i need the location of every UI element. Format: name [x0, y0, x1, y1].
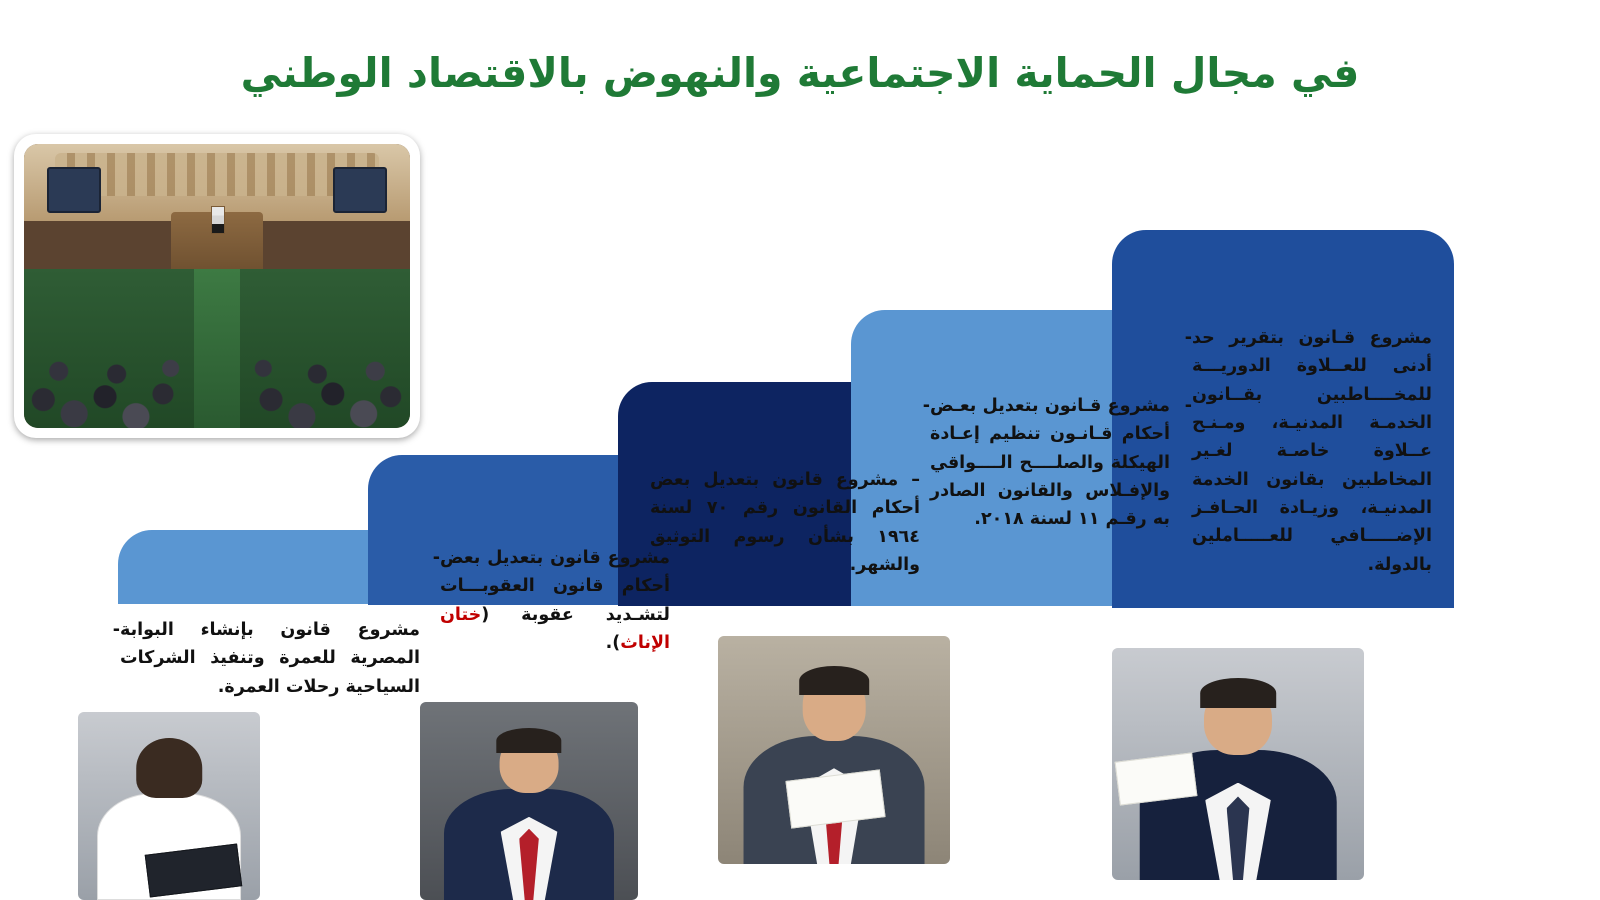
list-item-2-text-after: ).: [605, 633, 621, 654]
speaker-hair: [136, 738, 202, 798]
list-item-4-text: مشروع قـانون بتعديل بعـض أحكام قـانـون تنظيم إعـادة الهيكلة والصلــــح الــــواقي والإفـلاس والقانون الصادر به رقـم ١١ لسنة ٢٠١٨.: [930, 396, 1170, 530]
speaker-hair: [496, 728, 561, 754]
list-item-2-bullet: -: [432, 548, 440, 568]
speaker-photo-male-1: [420, 702, 638, 900]
list-item-5: [1184, 324, 1432, 579]
speaker-photo-male-3: [1112, 648, 1364, 880]
list-item-1-bullet: -: [112, 620, 120, 640]
egypt-flag-icon: [211, 206, 225, 234]
list-item-5-text: مشروع قـانون بتقرير حد أدنى للعــلاوة الدوريـــة للمخــــاطبين بقــانون الخدمـة المدنيـة، ومـنـح عــلاوة خاصـة لغـير المخاطبين بقانون الخدمة المدنيـة، وزيـادة الحـافـز الإضـــــافي للعـــــاملين بالدولة.: [1192, 328, 1432, 575]
speaker-photo-male-2: [718, 636, 950, 864]
parliament-hall-image-frame: [14, 134, 420, 438]
hall-screen-left: [47, 167, 101, 214]
list-item-4: [922, 392, 1170, 534]
list-item-1-text: مشروع قانون بإنشاء البوابة المصرية للعمرة وتنفيذ الشركات السياحية رحلات العمرة.: [120, 620, 420, 697]
list-item-4-bullet: -: [922, 396, 930, 416]
list-item-3: [650, 466, 920, 579]
speaker-hair: [799, 666, 869, 696]
hall-audience: [24, 286, 410, 428]
list-item-5-bullet-top: -: [1184, 328, 1192, 348]
list-item-2: [432, 544, 670, 657]
parliament-hall-photo: [24, 144, 410, 428]
page-title: في مجال الحماية الاجتماعية والنهوض بالاقتصاد الوطني: [240, 49, 1360, 97]
speaker-photo-female: [78, 712, 260, 900]
list-item-5-bullet: -: [1184, 396, 1192, 416]
hall-screen-right: [333, 167, 387, 214]
list-item-2-text-before: مشروع قانون بتعديل بعض أحكام قانون العقوبـــات لتشـديد عقوبة (: [440, 548, 670, 625]
list-item-3-text: – مشروع قانون بتعديل بعض أحكام القانون رقم ٧٠ لسنة ١٩٦٤ بشأن رسوم التوثيق والشهر.: [650, 470, 920, 576]
list-item-1: [112, 616, 420, 701]
list-item-2-highlight: ختان الإناث: [440, 604, 670, 654]
speaker-hair: [1200, 678, 1276, 708]
